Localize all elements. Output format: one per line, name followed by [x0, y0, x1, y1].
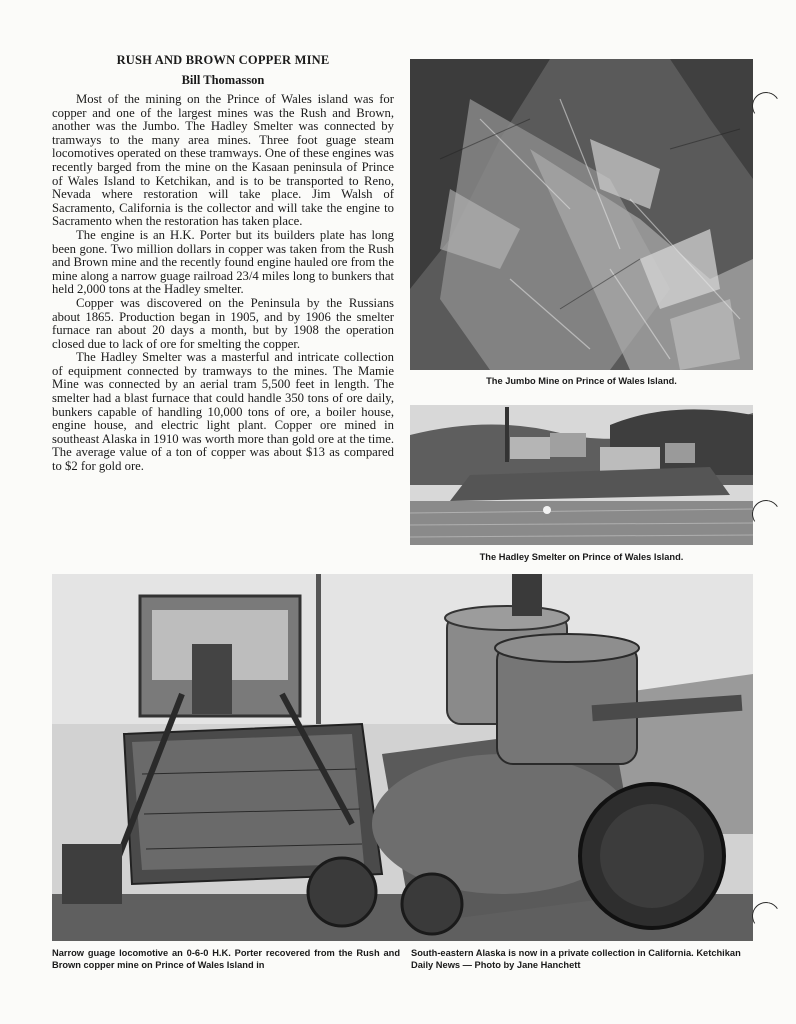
- binder-hole-mark: [749, 899, 782, 932]
- article-paragraph: Copper was discovered on the Peninsula by the Russians about 1865. Production began in 1905, and by 1906 the smelter furnace ran about 20 days a month, but by 1908 the operation closed due to lack of ore for smelting the copper.: [52, 295, 394, 351]
- binder-hole-mark: [749, 497, 782, 530]
- jumbo-mine-photo: [410, 59, 753, 370]
- article-title: RUSH AND BROWN COPPER MINE: [116, 53, 330, 67]
- article-paragraph: The engine is an H.K. Porter but its builders plate has long been gone. Two million dollars in copper was taken from the Rush and Brown mine and the recently found engine hauled ore from the mine along a narrow guage railroad 23/4 miles long to bunkers that held 2,000 tons at the Hadley smelter.: [52, 227, 394, 297]
- article-byline: Bill Thomasson: [181, 73, 265, 87]
- locomotive-caption-right: South-eastern Alaska is now in a private collection in California. Ketchikan Daily News — Photo by Jane Hanchett: [411, 948, 741, 970]
- article-paragraph: Most of the mining on the Prince of Wales island was for copper and one of the largest mines was the Rush and Brown, another was the Jumbo. The Hadley Smelter was connected by tramways to the many area mines. Three foot guage steam locomotives operated on these tramways. One of these engines was recently barged from the mine on the Kasaan peninsula of Prince of Wales Island to Ketchikan, and is to be transported to Reno, Nevada where restoration will take place. Jim Walsh of Sacramento, California is the collector and will take the engine to Sacramento when the restoration has taken place.: [52, 92, 394, 229]
- article: [52, 53, 394, 474]
- binder-hole-mark: [749, 89, 782, 122]
- locomotive-photo: [52, 574, 753, 941]
- hadley-smelter-photo: [410, 405, 753, 545]
- locomotive-caption-left: Narrow guage locomotive an 0-6-0 H.K. Porter recovered from the Rush and Brown copper mine on Prince of Wales Island in: [52, 948, 400, 970]
- hadley-smelter-caption: The Hadley Smelter on Prince of Wales Island.: [479, 552, 684, 562]
- jumbo-mine-caption: The Jumbo Mine on Prince of Wales Island.: [486, 376, 677, 386]
- article-paragraph: The Hadley Smelter was a masterful and intricate collection of equipment connected by tramways to the mines. The Mamie Mine was connected by an aerial tram 5,500 feet in length. The smelter had a blast furnace that could handle 350 tons of ore daily, bunkers capable of handling 10,000 tons of ore, a boiler house, engine house, and electric light plant. Copper ore mined in southeast Alaska in 1910 was worth more than gold ore at the time. The average value of a ton of copper was about $13 as compared to $2 for gold ore.: [52, 350, 394, 474]
